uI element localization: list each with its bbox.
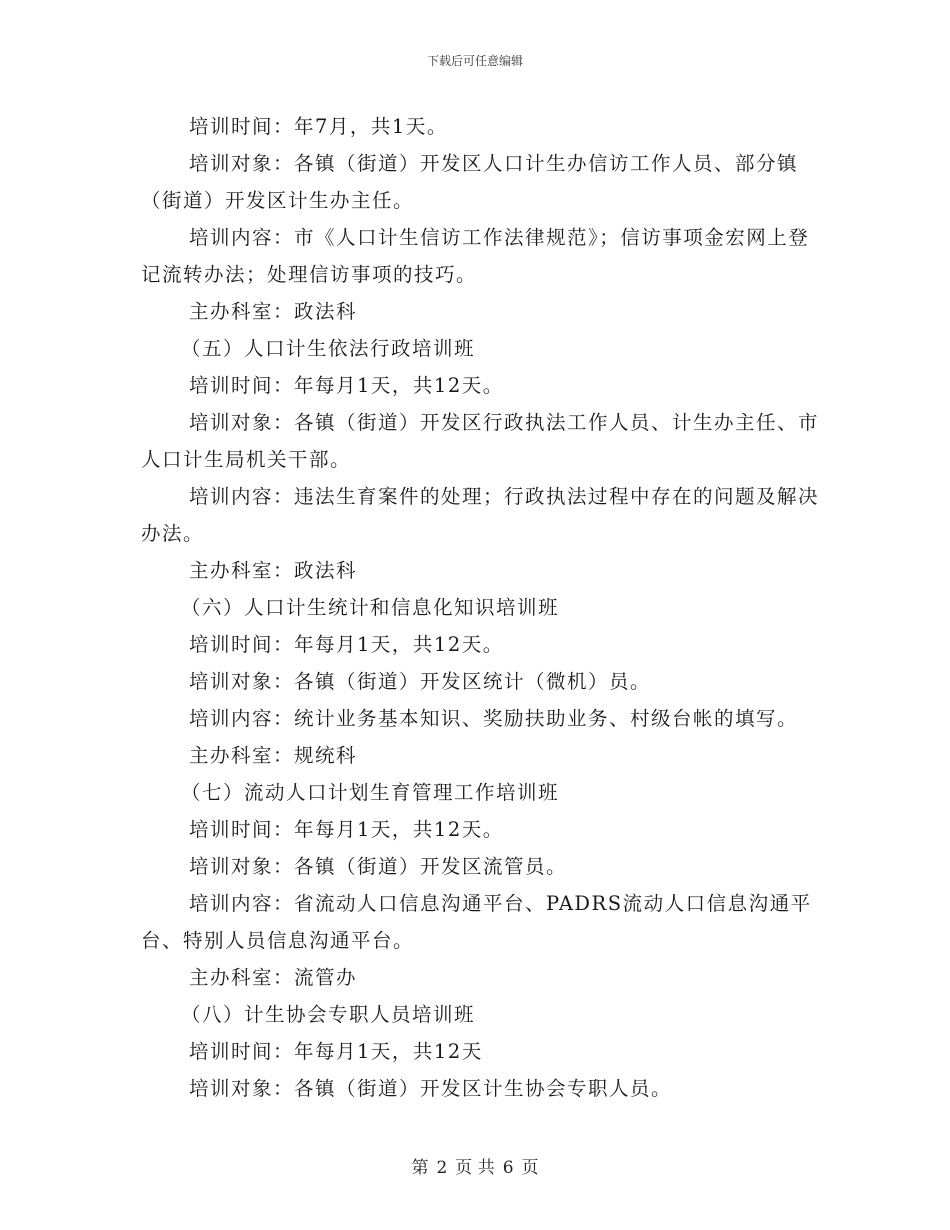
- paragraph-organizer: 主办科室：政法科: [189, 559, 358, 582]
- section-heading-8: （八）计生协会专职人员培训班: [181, 1003, 476, 1026]
- section-heading-5: （五）人口计生依法行政培训班: [181, 337, 476, 360]
- paragraph-training-time: 培训时间：年每月1天，共12天。: [189, 374, 504, 397]
- paragraph-training-content: 培训内容：统计业务基本知识、奖励扶助业务、村级台帐的填写。: [189, 707, 799, 730]
- paragraph-training-time: 培训时间：年7月，共1天。: [189, 115, 448, 138]
- paragraph-organizer: 主办科室：政法科: [189, 300, 358, 323]
- paragraph-training-target: 培训对象：各镇（街道）开发区人口计生办信访工作人员、部分镇（街道）开发区计生办主任。: [141, 152, 799, 212]
- paragraph-training-content: 培训内容：市《人口计生信访工作法律规范》；信访事项金宏网上登记流转办法；处理信访事项的技巧。: [141, 226, 810, 286]
- paragraph-training-time: 培训时间：年每月1天，共12天: [189, 1040, 483, 1063]
- paragraph-training-target: 培训对象：各镇（街道）开发区统计（微机）员。: [189, 670, 652, 693]
- section-heading-7: （七）流动人口计划生育管理工作培训班: [181, 781, 560, 804]
- page-label-mid: 页 共: [455, 1158, 495, 1178]
- paragraph-organizer: 主办科室：流管办: [189, 966, 358, 989]
- paragraph-training-content: 培训内容：省流动人口信息沟通平台、PADRS流动人口信息沟通平台、特别人员信息沟通平台。: [141, 892, 812, 952]
- paragraph-training-target: 培训对象：各镇（街道）开发区行政执法工作人员、计生办主任、市人口计生局机关干部。: [141, 411, 820, 471]
- header-note: 下载后可任意编辑: [426, 54, 523, 68]
- section-heading-6: （六）人口计生统计和信息化知识培训班: [181, 596, 560, 619]
- document-body: [141, 108, 821, 1107]
- paragraph-training-time: 培训时间：年每月1天，共12天。: [189, 818, 504, 841]
- paragraph-training-target: 培训对象：各镇（街道）开发区计生协会专职人员。: [189, 1077, 673, 1100]
- page-label-prefix: 第: [411, 1158, 429, 1178]
- page-label-suffix: 页: [521, 1158, 539, 1178]
- current-page-number: 2: [436, 1158, 448, 1178]
- paragraph-training-content: 培训内容：违法生育案件的处理；行政执法过程中存在的问题及解决办法。: [141, 485, 820, 545]
- paragraph-training-time: 培训时间：年每月1天，共12天。: [189, 633, 504, 656]
- paragraph-organizer: 主办科室：规统科: [189, 744, 358, 767]
- total-pages-number: 6: [502, 1158, 514, 1178]
- page-footer: [0, 1153, 950, 1178]
- paragraph-training-target: 培训对象：各镇（街道）开发区流管员。: [189, 855, 568, 878]
